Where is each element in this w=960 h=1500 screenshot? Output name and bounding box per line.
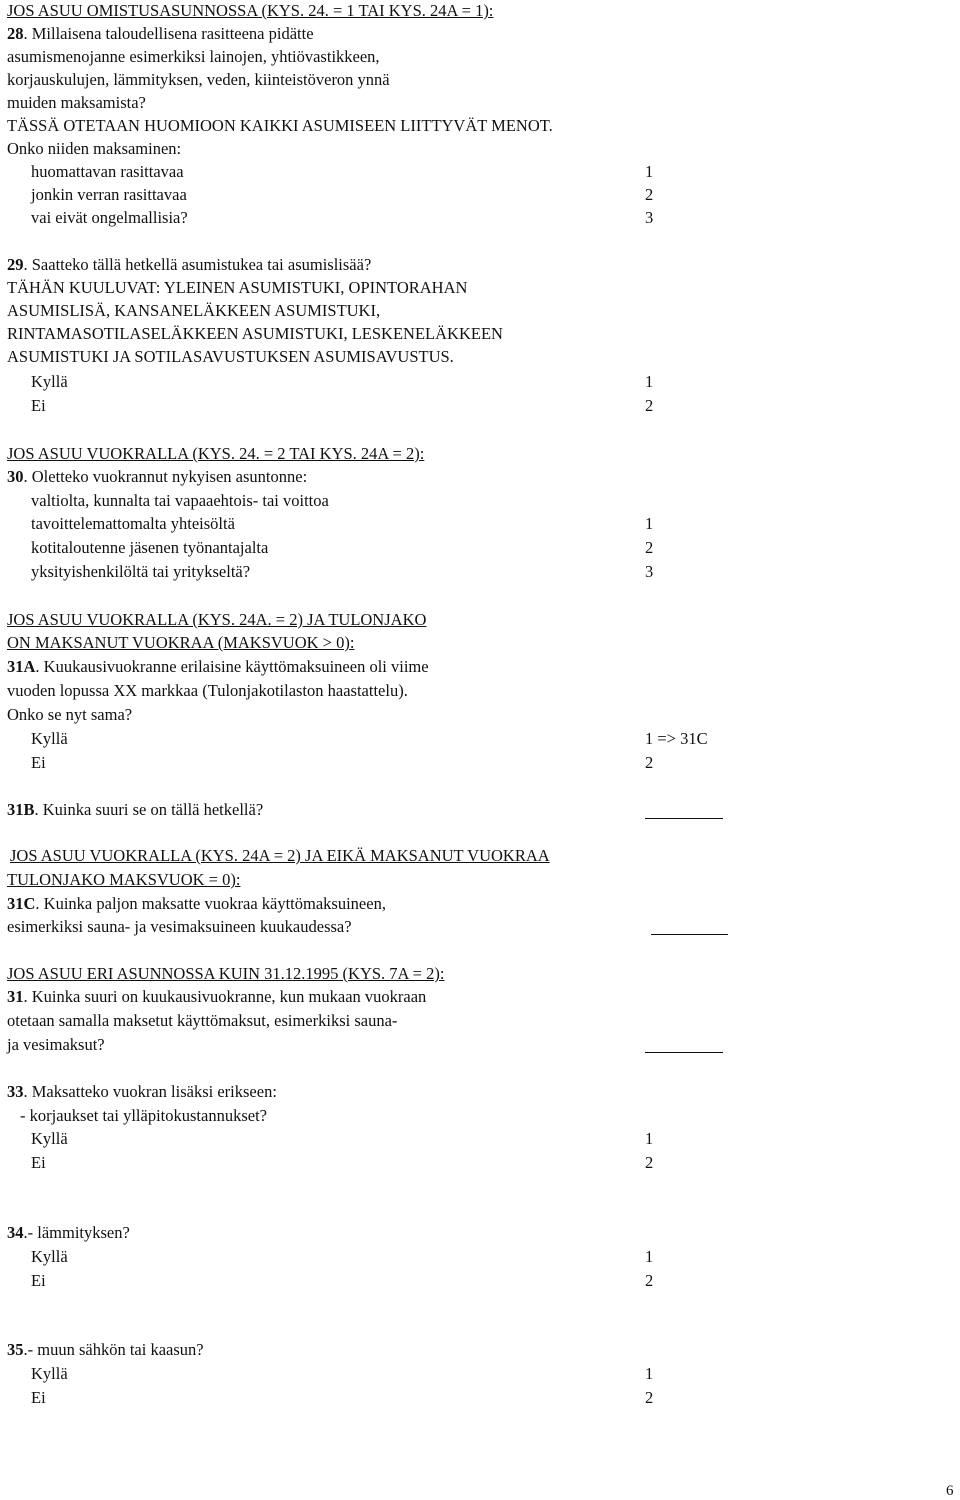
interviewer-instruction: RINTAMASOTILASELÄKKEEN ASUMISTUKI, LESKENELÄKKEEN bbox=[7, 324, 503, 343]
answer-option-label: Kyllä bbox=[31, 1364, 68, 1383]
interviewer-instruction: ASUMISTUKI JA SOTILASAVUSTUKSEN ASUMISAVUSTUS. bbox=[7, 347, 454, 366]
condition-heading: JOS ASUU VUOKRALLA (KYS. 24A. = 2) JA TULONJAKO bbox=[7, 610, 427, 629]
answer-option-label: Ei bbox=[31, 1271, 46, 1290]
answer-option-label: valtiolta, kunnalta tai vapaaehtois- tai voittoa bbox=[31, 491, 329, 510]
condition-heading: ON MAKSANUT VUOKRAA (MAKSVUOK > 0): bbox=[7, 633, 355, 652]
answer-option-label: Kyllä bbox=[31, 372, 68, 391]
question-text: muiden maksamista? bbox=[7, 93, 146, 112]
question-text: 31B. Kuinka suuri se on tällä hetkellä? bbox=[7, 800, 264, 819]
question-text: 34.- lämmityksen? bbox=[7, 1223, 130, 1242]
answer-option-code: 2 bbox=[645, 1388, 654, 1407]
answer-option-label: Ei bbox=[31, 1153, 46, 1172]
question-number: 29 bbox=[7, 255, 24, 274]
interviewer-instruction: TÄHÄN KUULUVAT: YLEINEN ASUMISTUKI, OPINTORAHAN bbox=[7, 278, 468, 297]
answer-option-code: 2 bbox=[645, 538, 654, 557]
question-number: 31A bbox=[7, 657, 36, 676]
question-text: korjauskulujen, lämmityksen, veden, kiinteistöveron ynnä bbox=[7, 70, 390, 89]
question-text: 29. Saatteko tällä hetkellä asumistukea tai asumislisää? bbox=[7, 255, 372, 274]
answer-option-code: 1 bbox=[645, 514, 654, 533]
question-text: asumismenojanne esimerkiksi lainojen, yhtiövastikkeen, bbox=[7, 47, 380, 66]
answer-option-label: Kyllä bbox=[31, 1247, 68, 1266]
question-number: 31 bbox=[7, 987, 24, 1006]
answer-option-label: jonkin verran rasittavaa bbox=[31, 185, 187, 204]
question-number: 33 bbox=[7, 1082, 24, 1101]
answer-option-code: 2 bbox=[645, 396, 654, 415]
condition-heading: TULONJAKO MAKSVUOK = 0): bbox=[7, 870, 241, 889]
page-number: 6 bbox=[946, 1483, 954, 1499]
answer-option-code: 2 bbox=[645, 1271, 654, 1290]
answer-option-label: huomattavan rasittavaa bbox=[31, 162, 184, 181]
question-number: 31C bbox=[7, 894, 36, 913]
question-text: Onko niiden maksaminen: bbox=[7, 139, 182, 158]
question-text: - korjaukset tai ylläpitokustannukset? bbox=[20, 1106, 267, 1125]
answer-option-code: 1 bbox=[645, 1129, 654, 1148]
answer-option-label: Ei bbox=[31, 753, 46, 772]
question-text: ja vesimaksut? bbox=[7, 1035, 105, 1054]
answer-option-code: 3 bbox=[645, 562, 654, 581]
answer-blank-line[interactable] bbox=[645, 818, 723, 819]
question-text: 31. Kuinka suuri on kuukausivuokranne, kun mukaan vuokraan bbox=[7, 987, 427, 1006]
answer-option-code: 1 => 31C bbox=[645, 729, 708, 748]
answer-option-label: kotitaloutenne jäsenen työnantajalta bbox=[31, 538, 269, 557]
answer-option-label: Kyllä bbox=[31, 1129, 68, 1148]
condition-heading: JOS ASUU VUOKRALLA (KYS. 24A = 2) JA EIKÄ MAKSANUT VUOKRAA bbox=[10, 846, 550, 865]
answer-option-code: 1 bbox=[645, 1247, 654, 1266]
question-number: 28 bbox=[7, 24, 24, 43]
question-text: 28. Millaisena taloudellisena rasitteena pidätte bbox=[7, 24, 314, 43]
question-text: 31A. Kuukausivuokranne erilaisine käyttömaksuineen oli viime bbox=[7, 657, 429, 676]
answer-option-code: 2 bbox=[645, 1153, 654, 1172]
answer-option-label: vai eivät ongelmallisia? bbox=[31, 208, 188, 227]
condition-heading: JOS ASUU VUOKRALLA (KYS. 24. = 2 TAI KYS. 24A = 2): bbox=[7, 444, 425, 463]
question-number: 34 bbox=[7, 1223, 24, 1242]
question-text: esimerkiksi sauna- ja vesimaksuineen kuukaudessa? bbox=[7, 917, 352, 936]
answer-option-code: 1 bbox=[645, 1364, 654, 1383]
question-text: Onko se nyt sama? bbox=[7, 705, 133, 724]
answer-option-code: 1 bbox=[645, 372, 654, 391]
answer-option-label: tavoittelemattomalta yhteisöltä bbox=[31, 514, 235, 533]
answer-option-label: Ei bbox=[31, 396, 46, 415]
answer-option-code: 2 bbox=[645, 185, 654, 204]
question-number: 35 bbox=[7, 1340, 24, 1359]
question-text: vuoden lopussa XX markkaa (Tulonjakotilaston haastattelu). bbox=[7, 681, 408, 700]
question-text: 31C. Kuinka paljon maksatte vuokraa käyttömaksuineen, bbox=[7, 894, 386, 913]
answer-option-label: Kyllä bbox=[31, 729, 68, 748]
answer-option-code: 3 bbox=[645, 208, 654, 227]
interviewer-instruction: ASUMISLISÄ, KANSANELÄKKEEN ASUMISTUKI, bbox=[7, 301, 381, 320]
condition-heading: JOS ASUU OMISTUSASUNNOSSA (KYS. 24. = 1 TAI KYS. 24A = 1): bbox=[7, 1, 494, 20]
condition-heading: JOS ASUU ERI ASUNNOSSA KUIN 31.12.1995 (KYS. 7A = 2): bbox=[7, 964, 445, 983]
question-text: otetaan samalla maksetut käyttömaksut, esimerkiksi sauna- bbox=[7, 1011, 398, 1030]
answer-option-code: 1 bbox=[645, 162, 654, 181]
question-text: 33. Maksatteko vuokran lisäksi erikseen: bbox=[7, 1082, 277, 1101]
answer-blank-line[interactable] bbox=[651, 934, 728, 935]
question-number: 31B bbox=[7, 800, 35, 819]
answer-option-label: yksityishenkilöltä tai yritykseltä? bbox=[31, 562, 251, 581]
answer-option-code: 2 bbox=[645, 753, 654, 772]
interviewer-instruction: TÄSSÄ OTETAAN HUOMIOON KAIKKI ASUMISEEN LIITTYVÄT MENOT. bbox=[7, 116, 553, 135]
answer-option-label: Ei bbox=[31, 1388, 46, 1407]
question-number: 30 bbox=[7, 467, 24, 486]
answer-blank-line[interactable] bbox=[645, 1052, 723, 1053]
question-text: 35.- muun sähkön tai kaasun? bbox=[7, 1340, 204, 1359]
question-text: 30. Oletteko vuokrannut nykyisen asuntonne: bbox=[7, 467, 308, 486]
